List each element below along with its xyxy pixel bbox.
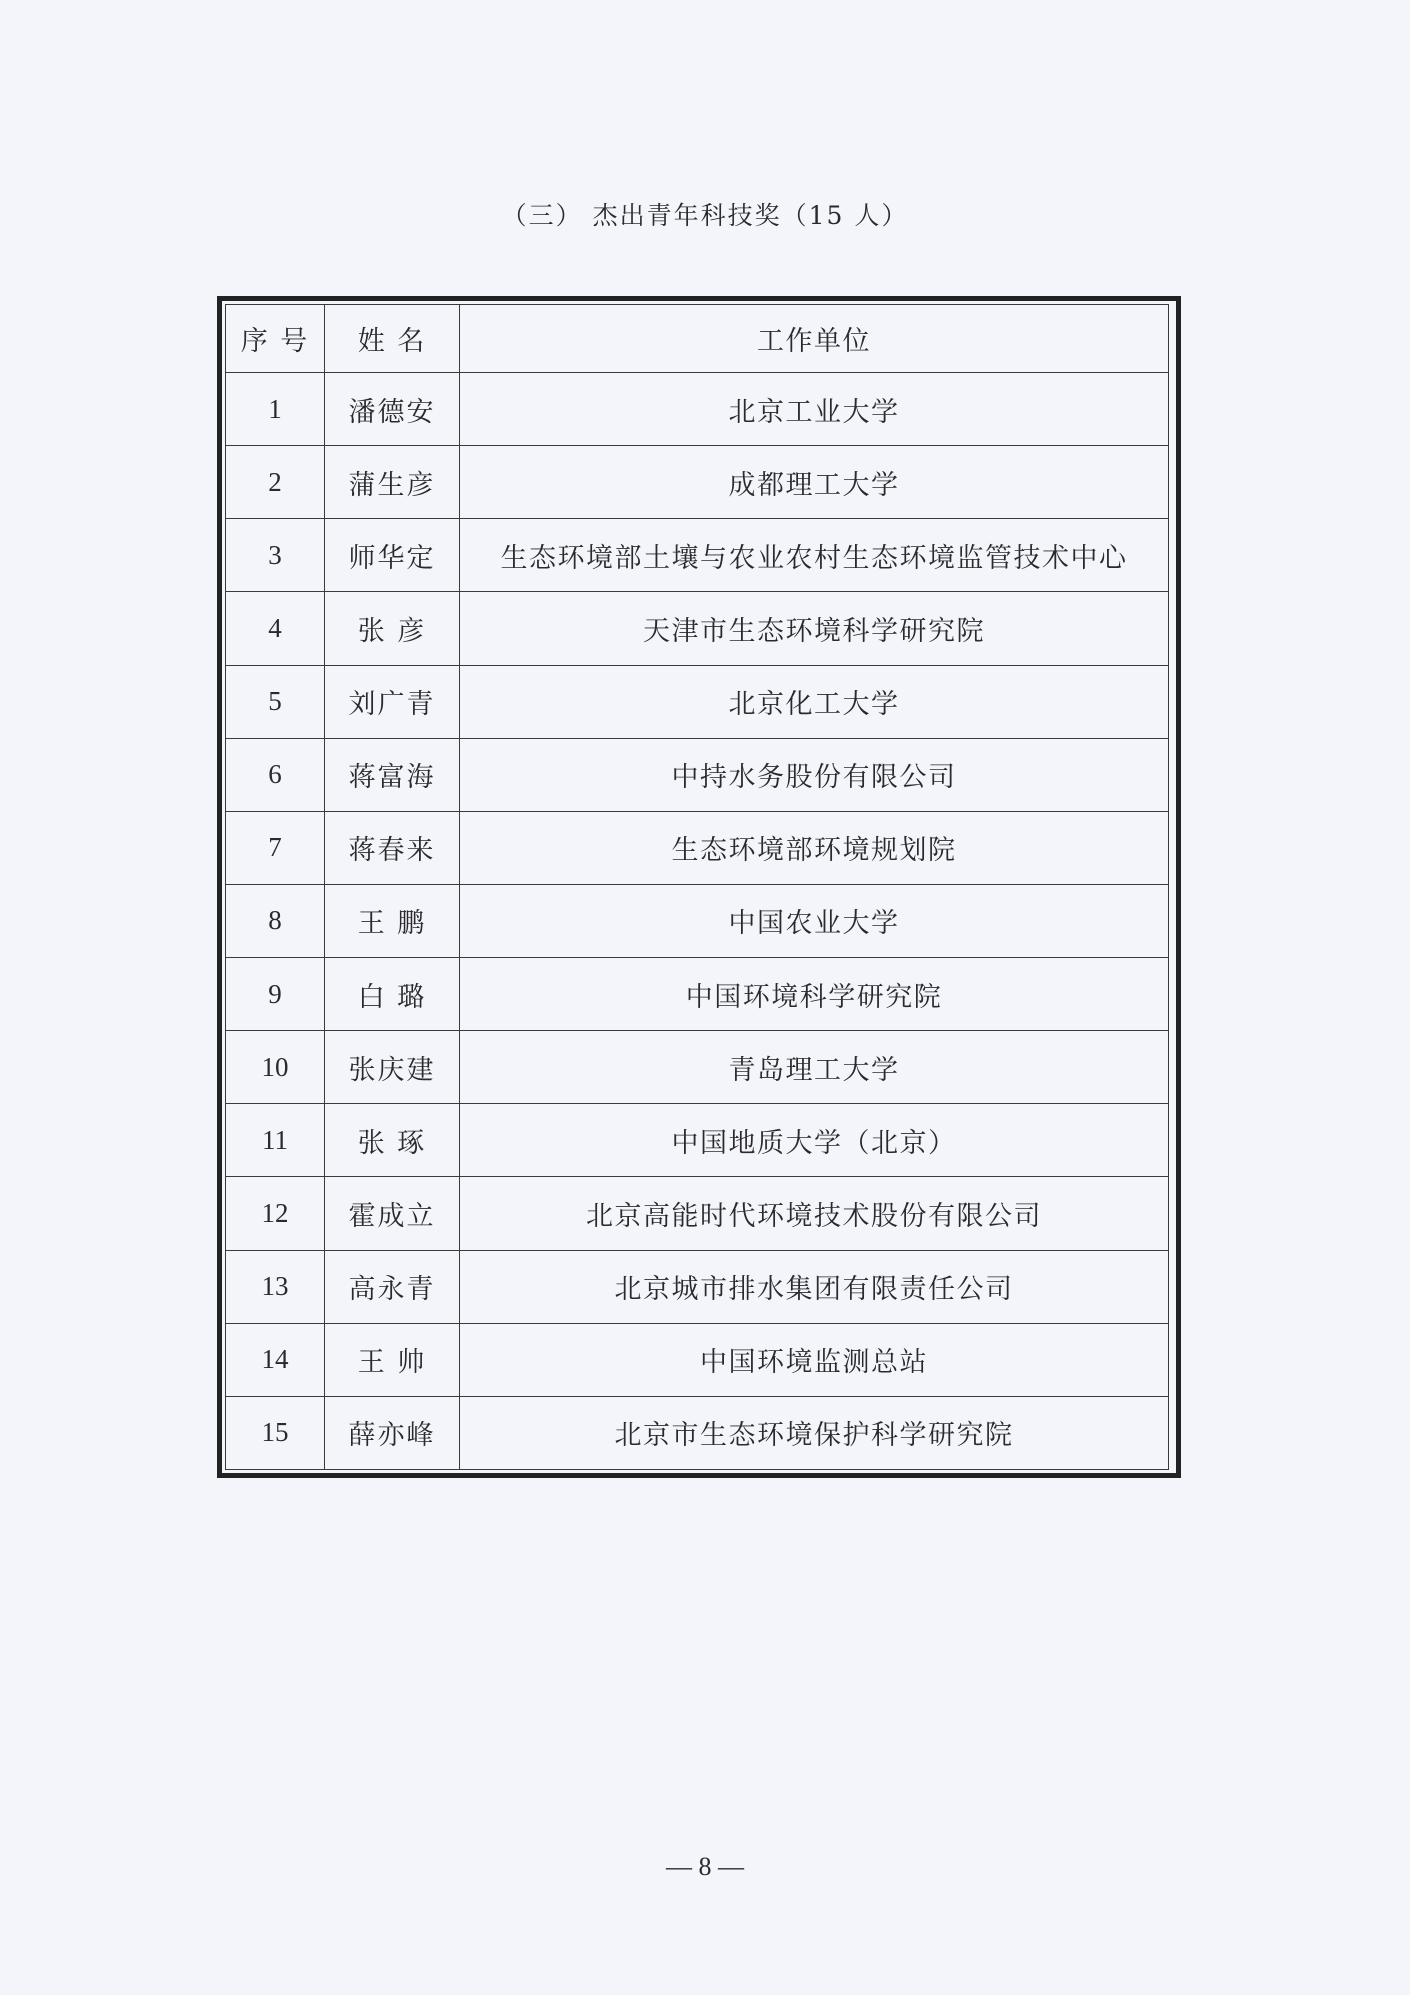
row-name-cell: 蒲生彦 xyxy=(325,446,460,519)
header-name: 姓 名 xyxy=(325,305,460,373)
row-unit-cell: 中国农业大学 xyxy=(460,884,1169,957)
row-unit-cell: 中国环境监测总站 xyxy=(460,1323,1169,1396)
table-row xyxy=(226,1250,1169,1323)
row-unit-cell: 北京城市排水集团有限责任公司 xyxy=(460,1250,1169,1323)
row-name-cell: 蒋富海 xyxy=(325,738,460,811)
page-number: — 8 — xyxy=(666,1852,744,1881)
row-unit-cell: 生态环境部环境规划院 xyxy=(460,811,1169,884)
table-row xyxy=(226,1104,1169,1177)
row-name-cell: 高永青 xyxy=(325,1250,460,1323)
header-index: 序 号 xyxy=(226,305,325,373)
table-row xyxy=(226,1031,1169,1104)
row-index-cell: 15 xyxy=(226,1396,325,1469)
award-table-frame xyxy=(217,296,1181,1478)
row-unit-cell: 中国地质大学（北京） xyxy=(460,1104,1169,1177)
table-row xyxy=(226,1396,1169,1469)
row-index-cell: 11 xyxy=(226,1104,325,1177)
row-name-cell: 师华定 xyxy=(325,519,460,592)
row-index-cell: 9 xyxy=(226,958,325,1031)
row-name-cell: 蒋春来 xyxy=(325,811,460,884)
row-name-cell: 霍成立 xyxy=(325,1177,460,1250)
row-index-cell: 5 xyxy=(226,665,325,738)
table-row xyxy=(226,519,1169,592)
table-row xyxy=(226,1323,1169,1396)
row-index-cell: 12 xyxy=(226,1177,325,1250)
table-row xyxy=(226,811,1169,884)
row-name-cell: 张 彦 xyxy=(325,592,460,665)
row-name-cell: 张庆建 xyxy=(325,1031,460,1104)
row-unit-cell: 北京化工大学 xyxy=(460,665,1169,738)
row-index-cell: 3 xyxy=(226,519,325,592)
award-table xyxy=(225,304,1169,1470)
row-index-cell: 8 xyxy=(226,884,325,957)
row-index-cell: 2 xyxy=(226,446,325,519)
row-index-cell: 4 xyxy=(226,592,325,665)
row-index-cell: 7 xyxy=(226,811,325,884)
row-index-cell: 1 xyxy=(226,373,325,446)
row-name-cell: 刘广青 xyxy=(325,665,460,738)
row-name-cell: 王 鹏 xyxy=(325,884,460,957)
table-row xyxy=(226,446,1169,519)
row-unit-cell: 青岛理工大学 xyxy=(460,1031,1169,1104)
table-row xyxy=(226,665,1169,738)
row-name-cell: 薛亦峰 xyxy=(325,1396,460,1469)
table-row xyxy=(226,738,1169,811)
header-unit: 工作单位 xyxy=(460,305,1169,373)
row-unit-cell: 中持水务股份有限公司 xyxy=(460,738,1169,811)
table-row xyxy=(226,884,1169,957)
row-name-cell: 张 琢 xyxy=(325,1104,460,1177)
row-unit-cell: 生态环境部土壤与农业农村生态环境监管技术中心 xyxy=(460,519,1169,592)
table-row xyxy=(226,1177,1169,1250)
table-row xyxy=(226,592,1169,665)
row-index-cell: 14 xyxy=(226,1323,325,1396)
row-name-cell: 王 帅 xyxy=(325,1323,460,1396)
row-name-cell: 潘德安 xyxy=(325,373,460,446)
row-index-cell: 6 xyxy=(226,738,325,811)
row-unit-cell: 天津市生态环境科学研究院 xyxy=(460,592,1169,665)
row-index-cell: 13 xyxy=(226,1250,325,1323)
row-index-cell: 10 xyxy=(226,1031,325,1104)
table-row xyxy=(226,958,1169,1031)
table-body xyxy=(226,373,1169,1470)
row-unit-cell: 成都理工大学 xyxy=(460,446,1169,519)
section-title: （三） 杰出青年科技奖（15 人） xyxy=(501,201,909,230)
row-unit-cell: 北京工业大学 xyxy=(460,373,1169,446)
row-unit-cell: 中国环境科学研究院 xyxy=(460,958,1169,1031)
table-header-row xyxy=(226,305,1169,373)
table-row xyxy=(226,373,1169,446)
row-unit-cell: 北京市生态环境保护科学研究院 xyxy=(460,1396,1169,1469)
row-unit-cell: 北京高能时代环境技术股份有限公司 xyxy=(460,1177,1169,1250)
row-name-cell: 白 璐 xyxy=(325,958,460,1031)
